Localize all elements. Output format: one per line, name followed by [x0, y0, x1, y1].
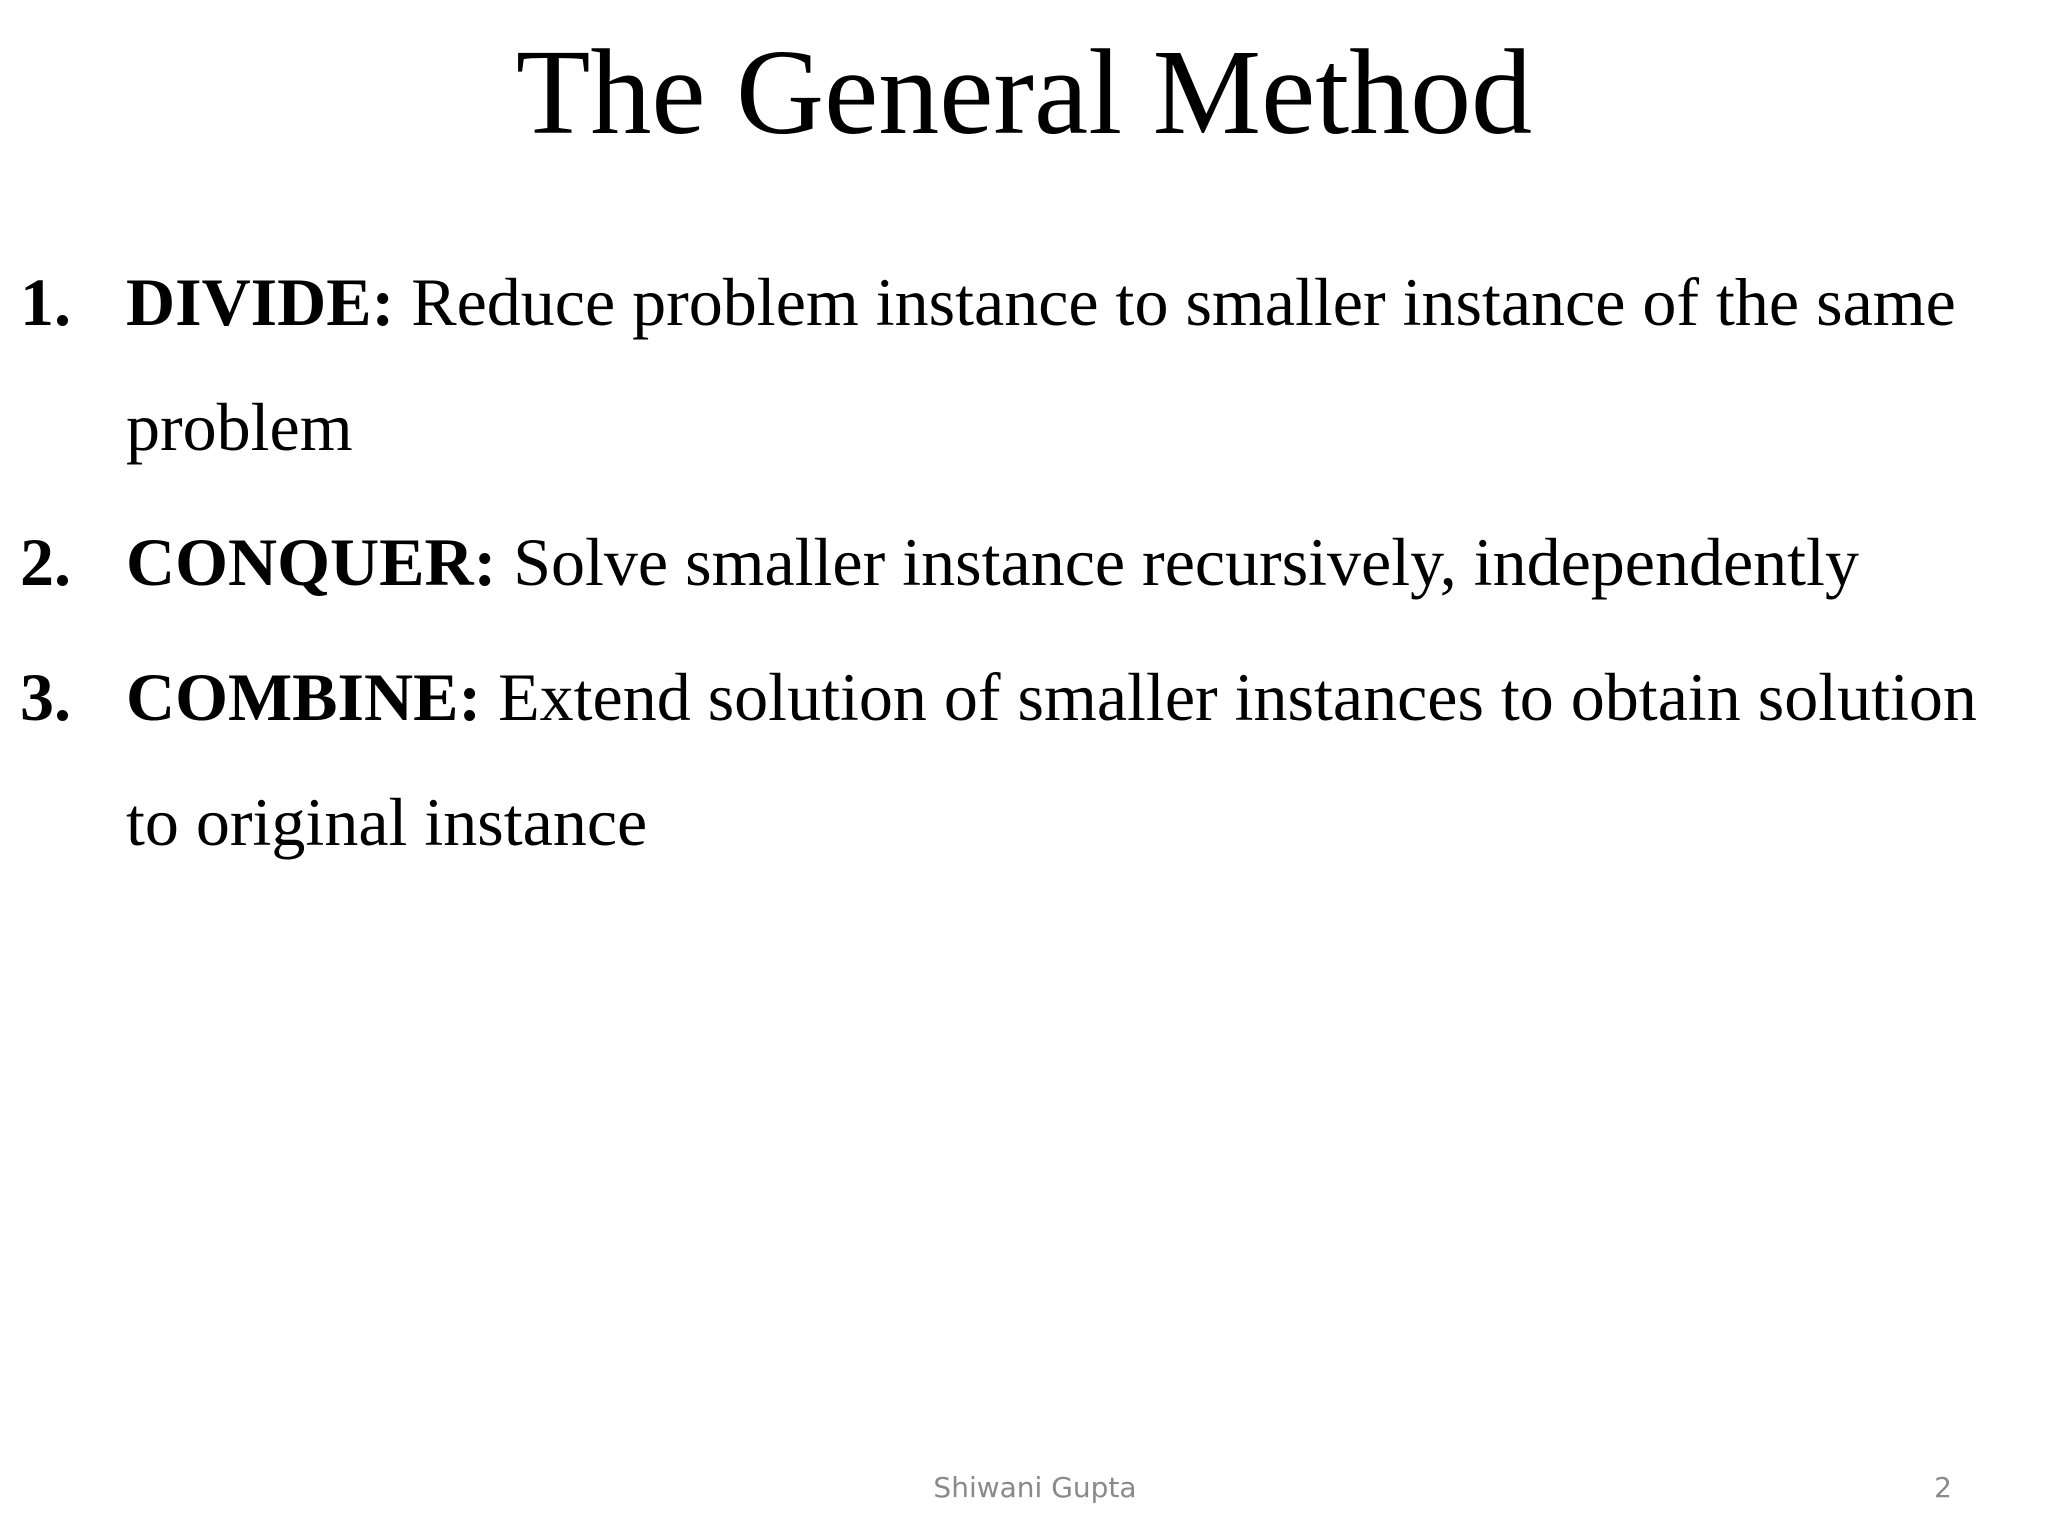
list-item-term: CONQUER:	[126, 524, 497, 600]
footer-author: Shiwani Gupta	[933, 1471, 1137, 1504]
list-item-text: Reduce problem instance to smaller instance of the same problem	[126, 264, 1956, 465]
list-item-conquer	[20, 500, 2020, 625]
list-item-number: 2.	[20, 524, 71, 600]
list-item-text: Extend solution of smaller instances to obtain solution to original instance	[126, 659, 1977, 860]
list-item-term: DIVIDE:	[126, 264, 395, 340]
list-item-combine	[20, 635, 2020, 885]
list-item-divide	[20, 240, 2020, 490]
list-item-number: 3.	[20, 659, 71, 735]
method-steps-list	[20, 240, 2020, 895]
list-item-term: COMBINE:	[126, 659, 482, 735]
list-item-text: Solve smaller instance recursively, independently	[496, 524, 1859, 600]
slide-title: The General Method	[515, 25, 1533, 160]
slide-page-number: 2	[1934, 1471, 1952, 1504]
list-item-number: 1.	[20, 264, 71, 340]
